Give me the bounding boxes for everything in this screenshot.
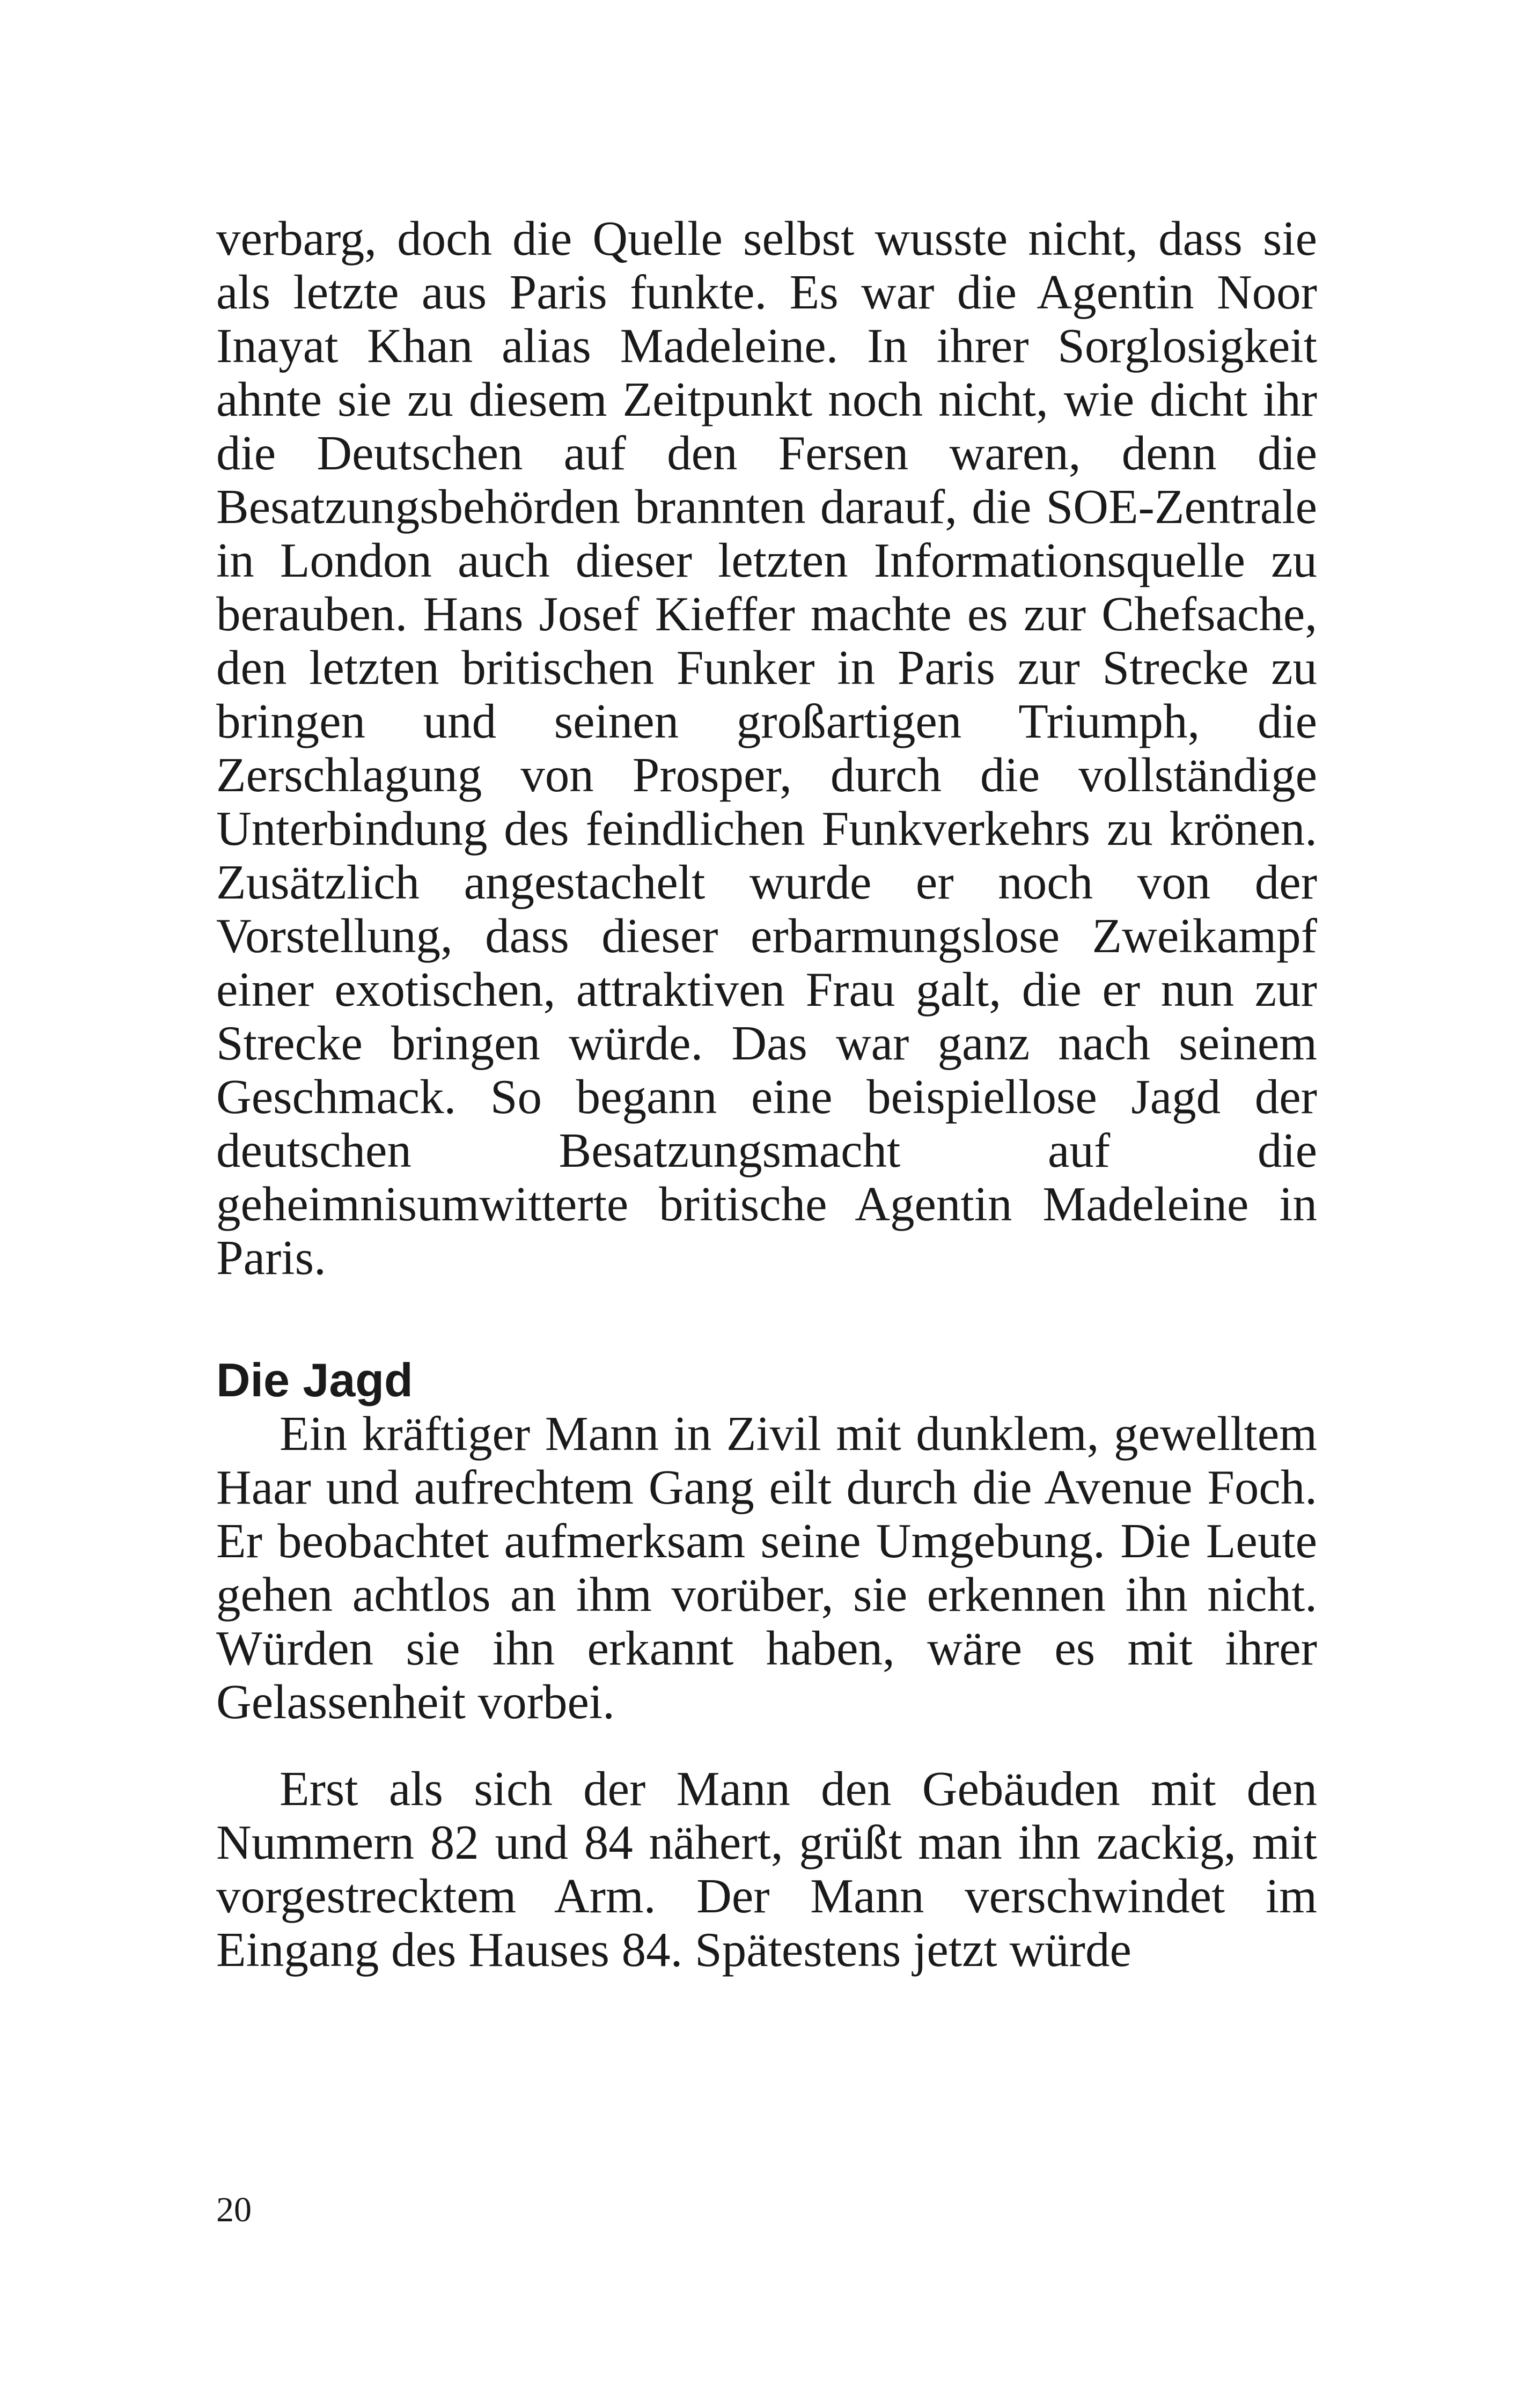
section-heading: Die Jagd: [216, 1353, 413, 1406]
body-paragraph-continuation: verbarg, doch die Quelle selbst wusste nicht, dass sie als letzte aus Paris funkte. Es war die Agentin Noor Inayat Khan alias Madeleine. In ihrer Sorglosigkeit ahnte sie zu diesem Zeitpunkt noch nicht, wie dicht ihr die Deutschen auf den Fersen waren, denn die Besatzungsbehörden brannten darauf, die SOE-Zentrale in London auch dieser letzten Informationsquelle zu berauben. Hans Josef Kieffer machte es zur Chefsache, den letzten britischen Funker in Paris zur Strecke zu bringen und seinen großartigen Triumph, die Zerschlagung von Prosper, durch die vollständige Unterbindung des feindlichen Funkverkehrs zu krönen. Zusätzlich angestachelt wurde er noch von der Vorstellung, dass dieser erbarmungslose Zweikampf einer exotischen, attraktiven Frau galt, die er nun zur Strecke bringen würde. Das war ganz nach seinem Geschmack. So begann eine beispiellose Jagd der deutschen Besatzungsmacht auf die geheimnisumwitterte britische Agentin Madeleine in Paris.: [216, 211, 1317, 1285]
page-number: 20: [216, 2190, 252, 2229]
body-paragraph-1: Ein kräftiger Mann in Zivil mit dunklem, gewelltem Haar und aufrechtem Gang eilt durch die Avenue Foch. Er beobachtet aufmerksam seine Umgebung. Die Leute gehen achtlos an ihm vorüber, sie erkennen ihn nicht. Würden sie ihn erkannt haben, wäre es mit ihrer Gelassenheit vorbei.: [216, 1406, 1317, 1729]
page-body: [216, 212, 1317, 1977]
body-paragraph-2: Erst als sich der Mann den Gebäuden mit den Nummern 82 und 84 nähert, grüßt man ihn zackig, mit vorgestrecktem Arm. Der Mann verschwindet im Eingang des Hauses 84. Spätestens jetzt würde: [216, 1762, 1317, 1977]
